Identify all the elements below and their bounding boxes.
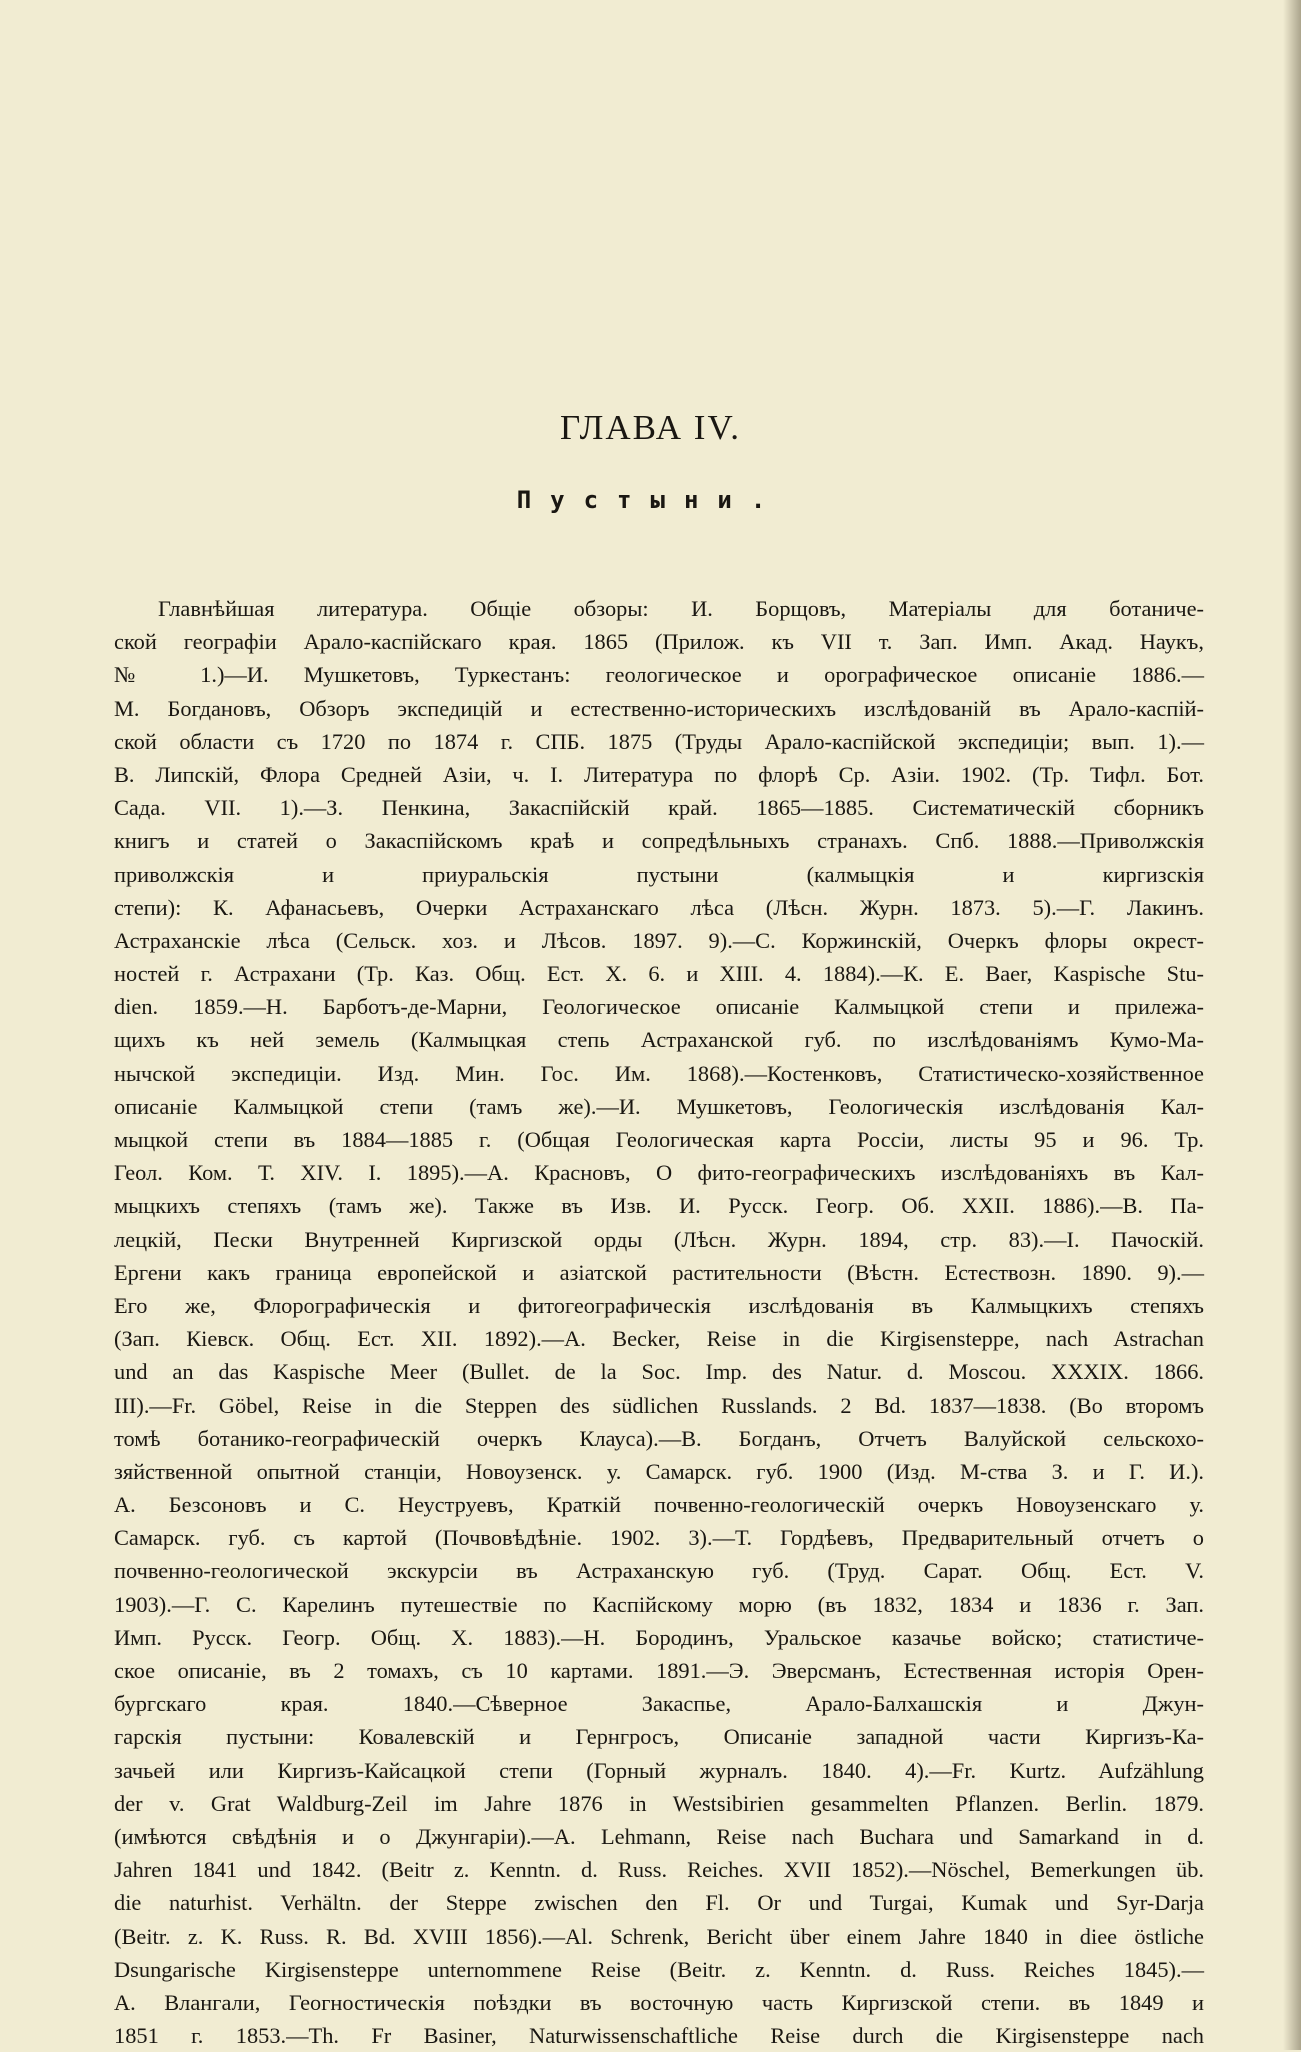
text-line: бургскаго края. 1840.—Сѣверное Закаспье, Арало-Балхашскія и Джун-	[114, 1691, 1204, 1717]
text-line: степи): К. Афанасьевъ, Очерки Астраханскаго лѣса (Лѣсн. Журн. 1873. 5).—Г. Лакинъ.	[114, 894, 1204, 920]
text-line: приволжскія и приуральскія пустыни (калмыцкія и киргизскія	[114, 861, 1204, 887]
text-line: Jahren 1841 und 1842. (Beitr z. Kenntn. d. Russ. Reiches. XVII 1852).—Nöschel, Bemerkungen üb.	[114, 1857, 1204, 1883]
text-line: dien. 1859.—Н. Барботъ-де-Марни, Геологическое описаніе Калмыцкой степи и прилежа-	[114, 994, 1204, 1020]
text-line: Астраханскіе лѣса (Сельск. хоз. и Лѣсов. 1897. 9).—С. Коржинскій, Очеркъ флоры окрест-	[114, 927, 1204, 953]
text-line: описаніе Калмыцкой степи (тамъ же).—И. Мушкетовъ, Геологическія изслѣдованія Кал-	[114, 1093, 1204, 1119]
text-line: А. Безсоновъ и С. Неуструевъ, Краткій почвенно-геологическій очеркъ Новоузенскаго у.	[114, 1492, 1204, 1518]
text-line: М. Богдановъ, Обзоръ экспедицій и естественно-историческихъ изслѣдованій въ Арало-каспій-	[114, 695, 1204, 721]
text-line: ностей г. Астрахани (Тр. Каз. Общ. Ест. X. 6. и XIII. 4. 1884).—К. Е. Baer, Kaspische Stu-	[114, 961, 1204, 987]
text-line: Главнѣйшая литература. Общіе обзоры: И. Борщовъ, Матеріалы для ботаниче-	[158, 596, 1204, 621]
text-line: Геол. Ком. Т. XIV. I. 1895).—А. Красновъ, О фито-географическихъ изслѣдованіяхъ въ Кал-	[114, 1160, 1204, 1186]
text-line: А. Влангали, Геогностическія поѣздки въ восточную часть Киргизской степи. въ 1849 и	[114, 1989, 1204, 2015]
text-line: Сада. VII. 1).—З. Пенкина, Закаспійскій край. 1865—1885. Систематическій сборникъ	[114, 795, 1204, 821]
text-line: № 1.)—И. Мушкетовъ, Туркестанъ: геологическое и орографическое описаніе 1886.—	[114, 662, 1204, 688]
text-line: Ергени какъ граница европейской и азіатской растительности (Вѣстн. Естествозн. 1890. 9).—	[114, 1259, 1204, 1285]
text-line: Его же, Флорографическія и фитогеографическія изслѣдованія въ Калмыцкихъ степяхъ	[114, 1292, 1204, 1318]
text-line: лецкій, Пески Внутренней Киргизской орды (Лѣсн. Журн. 1894, стр. 83).—І. Пачоскій.	[114, 1226, 1204, 1252]
text-line: (Beitr. z. K. Russ. R. Bd. XVIII 1856).—Al. Schrenk, Bericht über einem Jahre 1840 in diee östliche	[114, 1923, 1204, 1949]
text-line: die naturhist. Verhältn. der Steppe zwischen den Fl. Or und Turgai, Kumak und Syr-Darja	[114, 1890, 1204, 1916]
text-line: мыцкой степи въ 1884—1885 г. (Общая Геологическая карта Россіи, листы 95 и 96. Тр.	[114, 1127, 1204, 1152]
text-line: ской географіи Арало-каспійскаго края. 1865 (Прилож. къ VII т. Зап. Имп. Акад. Наукъ,	[114, 629, 1204, 655]
text-line: Имп. Русск. Геогр. Общ. X. 1883).—Н. Бородинъ, Уральское казачье войско; статистиче-	[114, 1624, 1204, 1650]
text-line: Самарск. губ. съ картой (Почвовѣдѣніе. 1902. 3).—Т. Гордѣевъ, Предварительный отчетъ о	[114, 1525, 1204, 1551]
text-line: зяйственной опытной станціи, Новоузенск. у. Самарск. губ. 1900 (Изд. М-ства З. и Г. И.).	[114, 1458, 1204, 1484]
text-line: нычской экспедиціи. Изд. Мин. Гос. Им. 1868).—Костенковъ, Статистическо-хозяйственное	[114, 1060, 1204, 1086]
text-line: (имѣются свѣдѣнія и о Джунгаріи).—А. Lehmann, Reise nach Buchara und Samarkand in d.	[114, 1823, 1204, 1849]
chapter-title: ГЛАВА IV.	[560, 408, 741, 447]
text-line: ское описаніе, въ 2 томахъ, съ 10 картами. 1891.—Э. Эверсманъ, Естественная исторія Орен-	[114, 1658, 1204, 1683]
text-line: щихъ къ ней земель (Калмыцкая степь Астраханской губ. по изслѣдованіямъ Кумо-Ма-	[114, 1027, 1204, 1053]
bibliography-paragraph	[114, 592, 1204, 2052]
text-line: зачьей или Киргизъ-Кайсацкой степи (Горный журналъ. 1840. 4).—Fr. Kurtz. Aufzählung	[114, 1757, 1204, 1783]
text-line: 1903).—Г. С. Карелинъ путешествіе по Каспійскому морю (въ 1832, 1834 и 1836 г. Зап.	[114, 1591, 1204, 1617]
text-line: (Зап. Кіевск. Общ. Ест. XII. 1892).—А. Becker, Reise in die Kirgisensteppe, nach Astrachan	[114, 1326, 1204, 1352]
text-line: 1851 г. 1853.—Th. Fr Basiner, Naturwissenschaftliche Reise durch die Kirgisensteppe nach	[114, 2023, 1204, 2049]
text-line: ской области съ 1720 по 1874 г. СПБ. 1875 (Труды Арало-каспійской экспедиціи; вып. 1).—	[114, 728, 1204, 754]
text-line: гарскія пустыни: Ковалевскій и Гернгросъ, Описаніе западной части Киргизъ-Ка-	[114, 1724, 1204, 1750]
text-line: В. Липскій, Флора Средней Азіи, ч. I. Литература по флорѣ Ср. Азіи. 1902. (Тр. Тифл. Бот.	[114, 761, 1204, 787]
text-line: III).—Fr. Göbel, Reise in die Steppen des südlichen Russlands. 2 Bd. 1837—1838. (Во второмъ	[114, 1392, 1204, 1418]
page-edge-shadow	[1283, 0, 1301, 2050]
text-line: der v. Grat Waldburg-Zeil im Jahre 1876 in Westsibirien gesammelten Pflanzen. Berlin. 1879.	[114, 1790, 1204, 1816]
text-line: Dsungarische Kirgisensteppe unternommene Reise (Beitr. z. Kenntn. d. Russ. Reiches 1845).—	[114, 1956, 1204, 1982]
chapter-subtitle: Пустыни.	[516, 486, 785, 514]
text-line: почвенно-геологической экскурсіи въ Астраханскую губ. (Труд. Сарат. Общ. Ест. V.	[114, 1558, 1204, 1584]
text-line: томѣ ботанико-географическій очеркъ Клауса).—В. Богданъ, Отчетъ Валуйской сельскохо-	[114, 1425, 1204, 1451]
text-line: книгъ и статей о Закаспійскомъ краѣ и сопредѣльныхъ странахъ. Спб. 1888.—Приволжскія	[114, 828, 1204, 854]
text-line: мыцкихъ степяхъ (тамъ же). Также въ Изв. И. Русск. Геогр. Об. XXII. 1886).—В. Па-	[114, 1193, 1204, 1219]
text-line: und an das Kaspische Meer (Bullet. de la Soc. Imp. des Natur. d. Moscou. XXXIX. 1866.	[114, 1359, 1204, 1385]
